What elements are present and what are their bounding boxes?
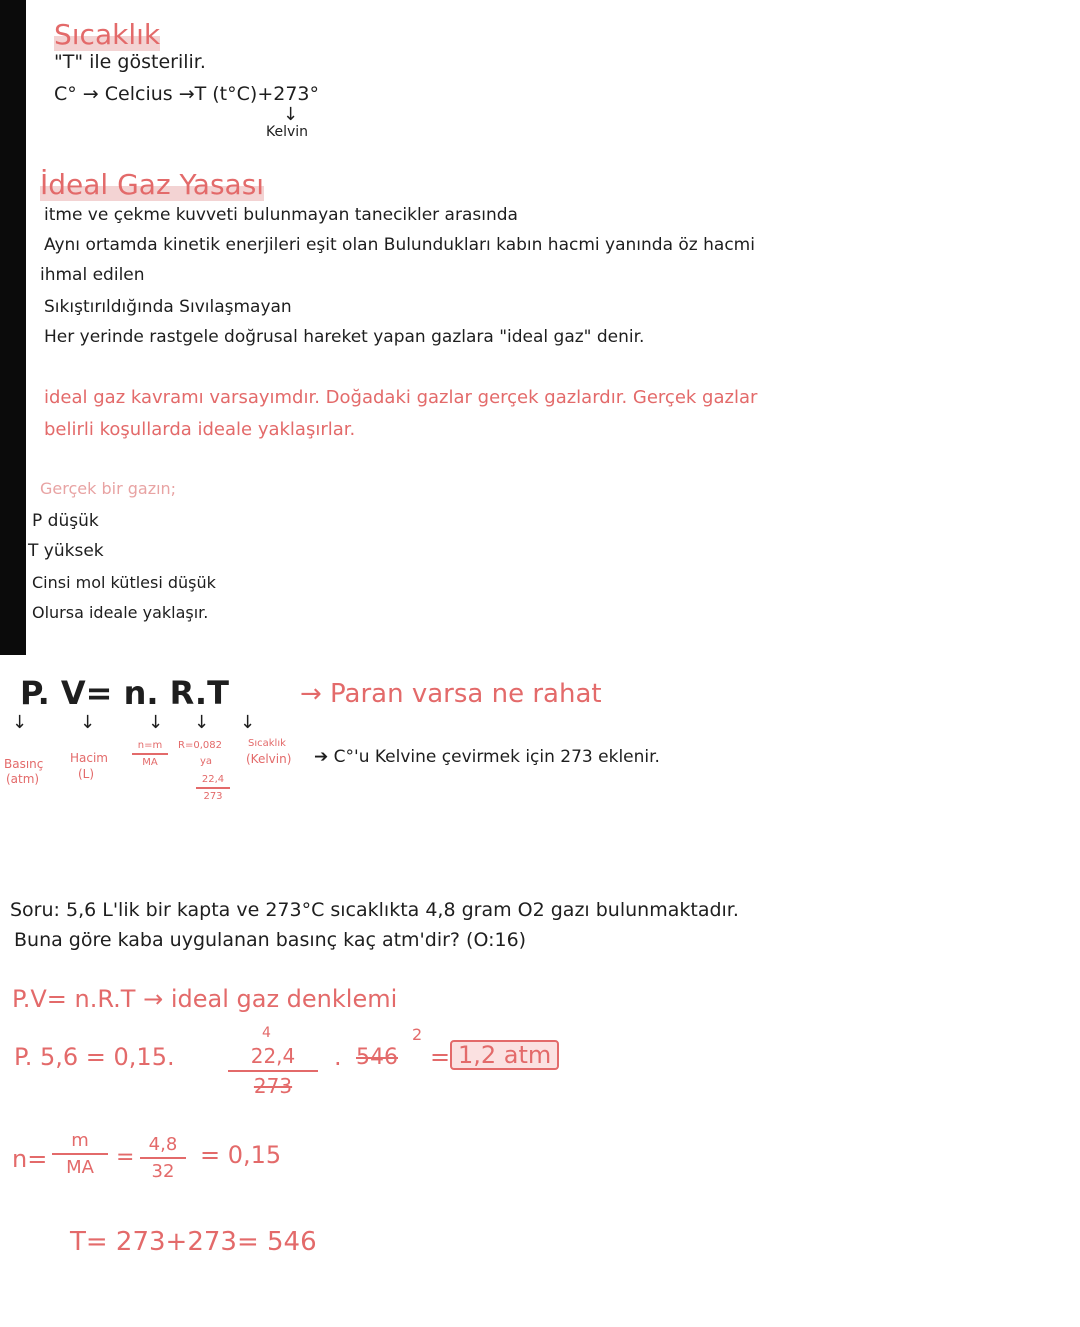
label-n-num: n=m — [137, 740, 163, 751]
down-arrow-icon: ↓ — [80, 712, 96, 733]
n-fraction-den2: 32 — [151, 1161, 175, 1182]
down-arrow-icon: ↓ — [148, 712, 164, 733]
label-r-num: 22,4 — [201, 774, 225, 785]
soru-eq2-small-2: 2 — [412, 1025, 423, 1044]
gercek-item: Olursa ideale yaklaşır. — [32, 603, 209, 622]
label-sicaklik: Sıcaklık — [248, 738, 286, 749]
gercek-item: Cinsi mol kütlesi düşük — [32, 573, 216, 592]
answer-box: 1,2 atm — [450, 1040, 559, 1070]
label-n-den: MA — [142, 757, 158, 768]
celsius-kelvin-note: ➔ C°'u Kelvine çevirmek için 273 eklenir. — [314, 747, 660, 767]
soru-eq2-den: 273 — [253, 1074, 293, 1098]
down-arrow-icon: ↓ — [194, 712, 210, 733]
down-arrow-icon: ↓ — [12, 712, 28, 733]
soru-eq2-dot: . — [334, 1043, 342, 1071]
label-hacim: Hacim — [70, 751, 108, 765]
gercek-item: P düşük — [32, 511, 99, 531]
soru-line-2: Buna göre kaba uygulanan basınç kaç atm'dir? (O:16) — [14, 929, 527, 951]
label-sicaklik-unit: (Kelvin) — [246, 752, 292, 766]
label-basinc: Basınç — [4, 757, 44, 771]
ideal-line: Her yerinde rastgele doğrusal hareket yapan gazlara "ideal gaz" denir. — [44, 327, 645, 347]
sicaklik-line-2: C° → Celcius →T (t°C)+273° — [54, 83, 319, 105]
section-title-ideal: İdeal Gaz Yasası — [40, 168, 265, 201]
soru-eq2-fraction — [228, 1044, 318, 1098]
sicaklik-line-1: "T" ile gösterilir. — [54, 51, 206, 73]
label-r: R=0,082 — [178, 740, 222, 751]
ideal-line: ihmal edilen — [40, 265, 145, 285]
n-eq-left: n= — [12, 1145, 48, 1173]
ideal-note-line: ideal gaz kavramı varsayımdır. Doğadaki gazlar gerçek gazlardır. Gerçek gazlar — [44, 387, 758, 408]
soru-eq2-equals: = — [430, 1043, 451, 1071]
n-eq-equals: = — [116, 1145, 135, 1170]
n-fraction-m-ma — [52, 1130, 108, 1178]
temperature-calculation: T= 273+273= 546 — [70, 1227, 317, 1257]
gercek-item: T yüksek — [28, 541, 104, 561]
ideal-line: itme ve çekme kuvveti bulunmayan tanecikler arasında — [44, 205, 518, 225]
label-hacim-unit: (L) — [78, 767, 95, 781]
soru-equation-2-left: P. 5,6 = 0,15. — [14, 1043, 175, 1071]
ideal-gas-formula: P. V= n. R.T — [20, 674, 229, 712]
page-left-edge — [0, 0, 26, 655]
n-fraction-values — [140, 1134, 186, 1182]
label-n-fraction — [132, 740, 168, 768]
n-fraction-num2: 4,8 — [148, 1134, 178, 1155]
ideal-line: Aynı ortamda kinetik enerjileri eşit olan Bulundukları kabın hacmi yanında öz hacmi — [44, 235, 755, 255]
soru-eq2-546: 546 — [356, 1045, 398, 1070]
gercek-title: Gerçek bir gazın; — [40, 479, 177, 498]
n-fraction-den: MA — [66, 1157, 94, 1178]
ideal-note-line: belirli koşullarda ideale yaklaşırlar. — [44, 419, 356, 440]
label-r-ya: ya — [200, 756, 213, 767]
n-fraction-num: m — [71, 1130, 89, 1151]
soru-eq2-num: 22,4 — [250, 1044, 296, 1068]
ideal-line: Sıkıştırıldığında Sıvılaşmayan — [44, 297, 292, 317]
n-result: = 0,15 — [200, 1141, 282, 1169]
soru-eq2-small-4: 4 — [262, 1025, 271, 1041]
soru-line-1: Soru: 5,6 L'lik bir kapta ve 273°C sıcaklıkta 4,8 gram O2 gazı bulunmaktadır. — [10, 899, 739, 921]
formula-side-note: → Paran varsa ne rahat — [300, 679, 602, 709]
label-r-den: 273 — [203, 791, 223, 802]
section-title-sicaklik: Sıcaklık — [54, 18, 161, 51]
down-arrow-icon: ↓ — [283, 104, 299, 125]
soru-equation-1: P.V= n.R.T → ideal gaz denklemi — [12, 985, 398, 1013]
label-r-fraction — [196, 774, 230, 802]
down-arrow-icon: ↓ — [240, 712, 256, 733]
kelvin-label: Kelvin — [266, 124, 309, 140]
label-basinc-unit: (atm) — [6, 772, 40, 786]
